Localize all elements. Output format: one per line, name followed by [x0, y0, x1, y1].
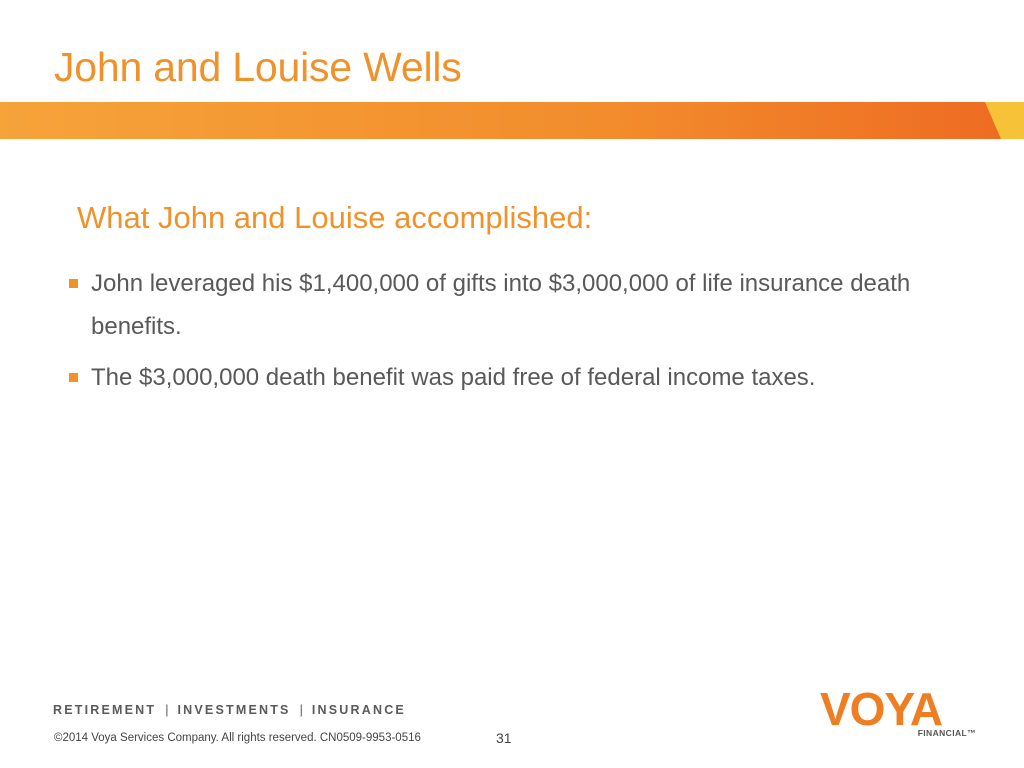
footer-tagline	[53, 703, 406, 717]
bullet-list	[66, 262, 966, 407]
copyright-notice: ©2014 Voya Services Company. All rights reserved. CN0509-9953-0516	[54, 732, 421, 744]
bullet-text: The $3,000,000 death benefit was paid free of federal income taxes.	[91, 364, 816, 391]
slide-title: John and Louise Wells	[54, 44, 462, 90]
tagline-investments: INVESTMENTS	[177, 703, 291, 717]
tagline-separator: |	[299, 703, 303, 717]
bullet-item	[66, 262, 966, 348]
header-band	[0, 102, 1024, 139]
logo-wordmark: VOYA	[820, 683, 943, 735]
square-bullet-icon	[69, 373, 78, 382]
voya-logo	[820, 683, 980, 738]
square-bullet-icon	[69, 279, 78, 288]
subheading: What John and Louise accomplished:	[77, 200, 593, 235]
tagline-insurance: INSURANCE	[311, 703, 406, 717]
logo-subtitle: FINANCIAL™	[917, 728, 976, 738]
tagline-retirement: RETIREMENT	[53, 703, 157, 717]
bullet-item	[66, 356, 966, 399]
page-number: 31	[496, 730, 512, 746]
bullet-text: John leveraged his $1,400,000 of gifts into $3,000,000 of life insurance death benefits.	[91, 270, 911, 340]
tagline-separator: |	[165, 703, 169, 717]
